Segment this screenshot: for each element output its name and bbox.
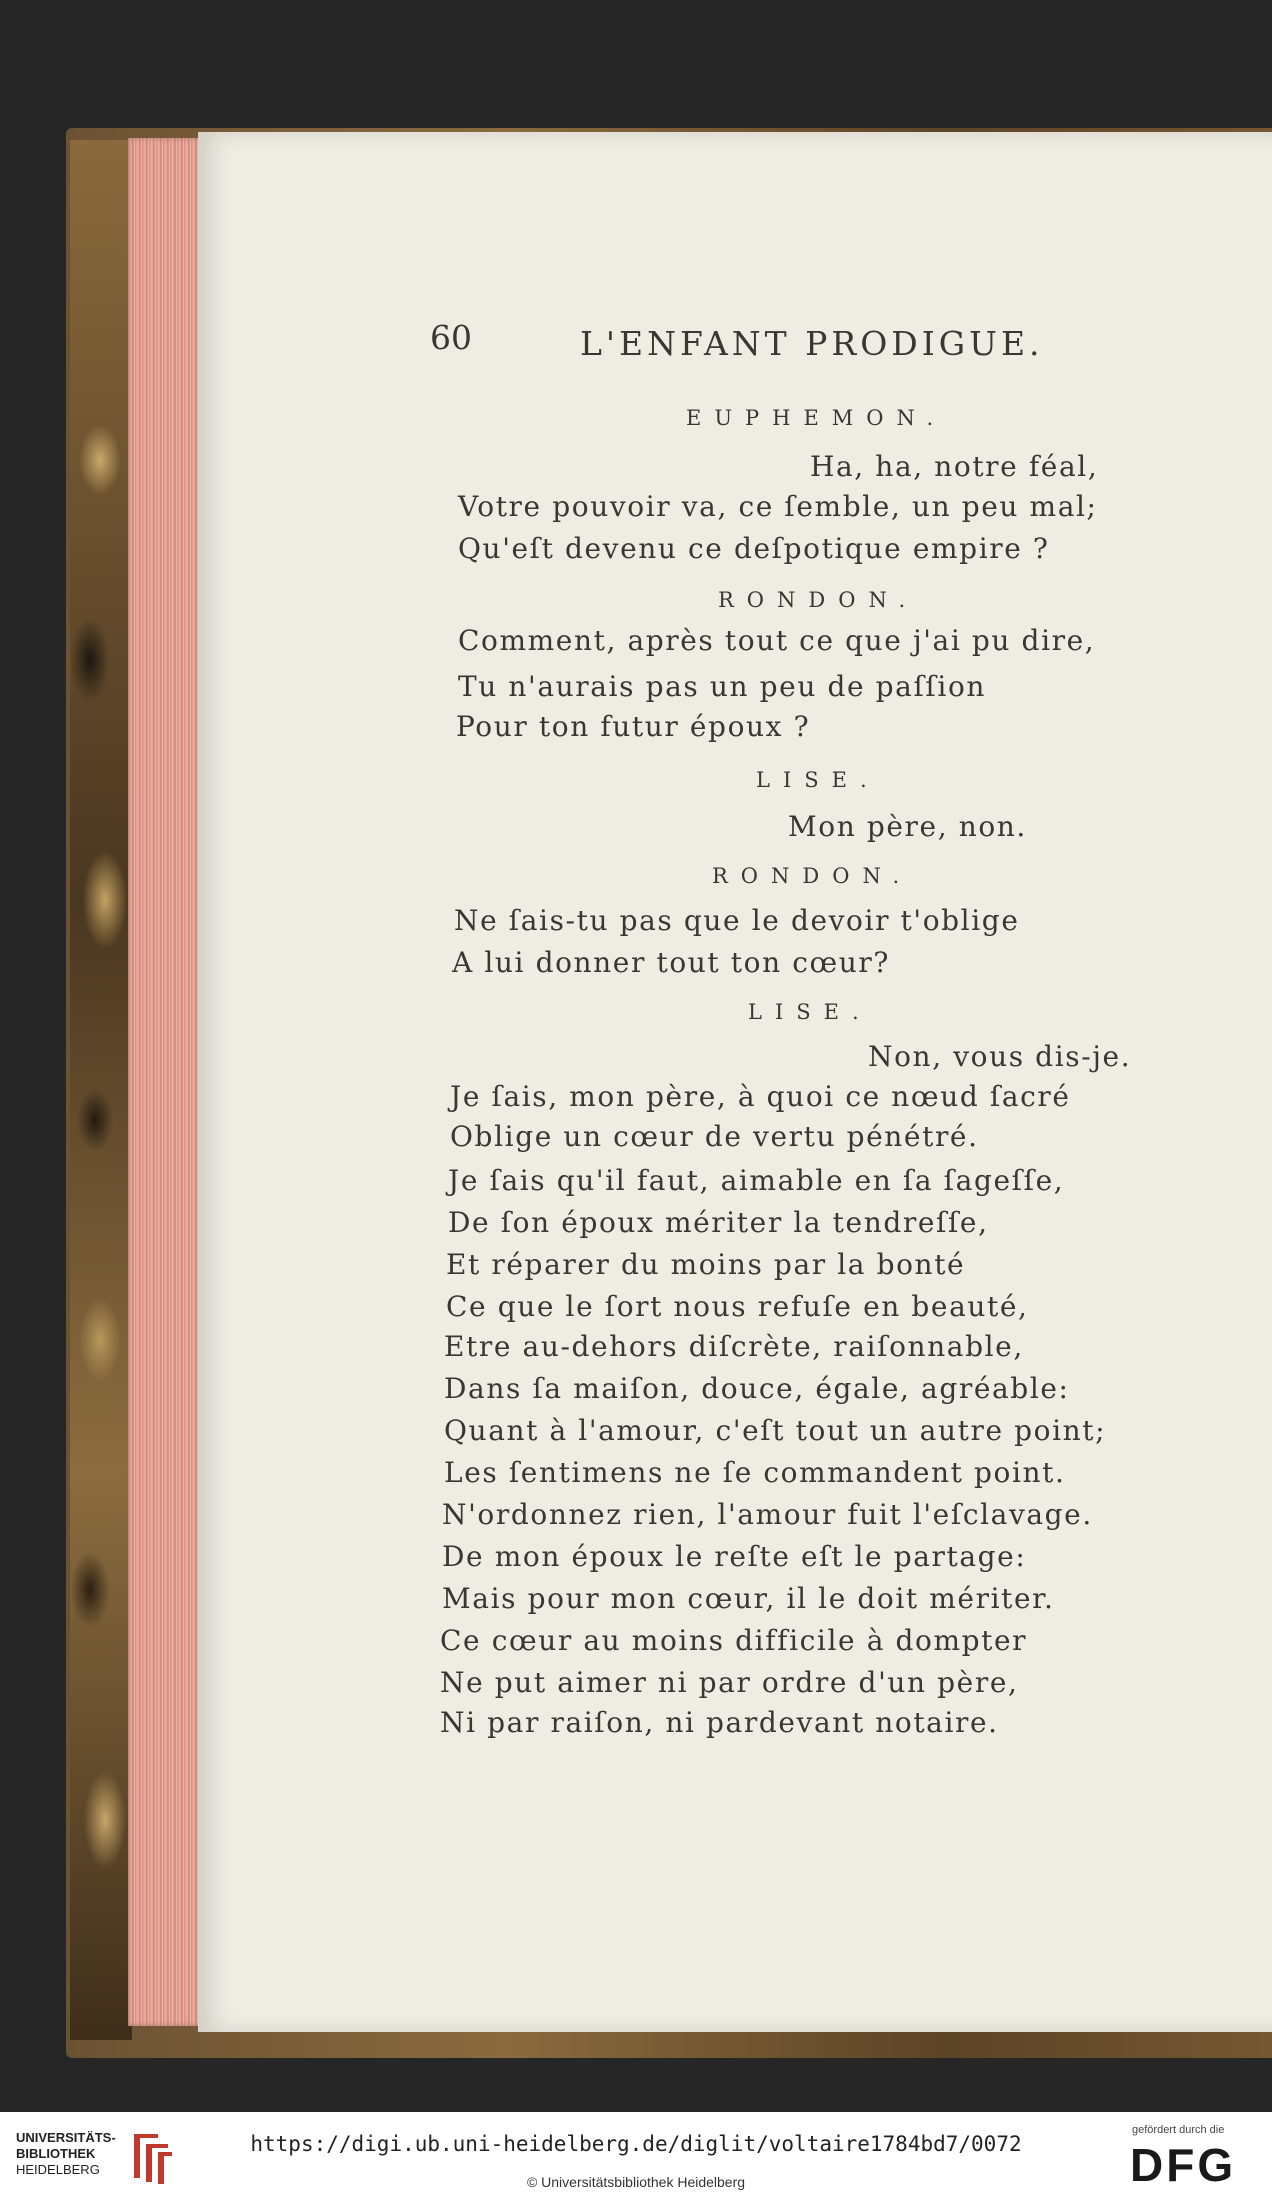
verse-line: Qu'eſt devenu ce deſpotique empire ?: [458, 532, 1050, 565]
verse-line: Pour ton futur époux ?: [456, 710, 811, 743]
verse-line: Mais pour mon cœur, il le doit mériter.: [442, 1582, 1055, 1615]
permalink-url[interactable]: https://digi.ub.uni-heidelberg.de/diglit/voltaire1784bd7/0072: [250, 2132, 1022, 2156]
copyright-notice: © Universitätsbibliothek Heidelberg: [526, 2174, 746, 2190]
verse-line: Ne put aimer ni par ordre d'un père,: [440, 1666, 1019, 1699]
speaker-name: EUPHEMON.: [686, 406, 947, 430]
verse-line: Votre pouvoir va, ce ſemble, un peu mal;: [458, 490, 1098, 523]
verse-line: Oblige un cœur de vertu pénétré.: [450, 1120, 979, 1153]
verse-line: Je ſais, mon père, à quoi ce nœud ſacré: [450, 1080, 1071, 1113]
library-name-line3: HEIDELBERG: [16, 2162, 100, 2177]
funding-note: gefördert durch die: [1132, 2124, 1225, 2136]
verse-line: Mon père, non.: [788, 810, 1027, 843]
page-edges: [128, 138, 202, 2026]
page-number: 60: [430, 318, 472, 357]
running-head: L'ENFANT PRODIGUE.: [580, 324, 1044, 363]
library-name-line1: UNIVERSITÄTS-: [16, 2130, 116, 2145]
verse-line: Je ſais qu'il faut, aimable en ſa ſageſſe,: [448, 1164, 1065, 1197]
verse-line: Ne ſais-tu pas que le devoir t'oblige: [454, 904, 1020, 937]
verse-line: De ſon époux mériter la tendreſſe,: [448, 1206, 989, 1239]
verse-line: Tu n'aurais pas un peu de paſſion: [458, 670, 987, 703]
speaker-name: LISE.: [748, 1000, 872, 1024]
verse-line: Ni par raiſon, ni pardevant notaire.: [440, 1706, 999, 1739]
verse-line: N'ordonnez rien, l'amour fuit l'eſclavage.: [442, 1498, 1093, 1531]
verse-line: Comment, après tout ce que j'ai pu dire,: [458, 624, 1096, 657]
speaker-name: LISE.: [756, 768, 880, 792]
marbled-board: [70, 140, 132, 2040]
verse-line: Etre au-dehors diſcrète, raiſonnable,: [444, 1330, 1024, 1363]
verse-line: Les ſentimens ne ſe commandent point.: [444, 1456, 1066, 1489]
speaker-name: RONDON.: [712, 864, 913, 888]
viewer-footer: [0, 2112, 1272, 2204]
verse-line: Ha, ha, notre féal,: [810, 450, 1099, 483]
verse-line: Quant à l'amour, c'eſt tout un autre point;: [444, 1414, 1107, 1447]
library-name-line2: BIBLIOTHEK: [16, 2146, 96, 2161]
dfg-logo[interactable]: DFG: [1130, 2139, 1237, 2191]
verse-line: Et réparer du moins par la bonté: [446, 1248, 966, 1281]
verse-line: Non, vous dis-je.: [868, 1040, 1132, 1073]
verse-line: Ce cœur au moins difficile à dompter: [440, 1624, 1028, 1657]
verse-line: Ce que le ſort nous refuſe en beauté,: [446, 1290, 1029, 1323]
speaker-name: RONDON.: [718, 588, 919, 612]
verse-line: De mon époux le reſte eſt le partage:: [442, 1540, 1027, 1573]
verse-line: Dans ſa maiſon, douce, égale, agréable:: [444, 1372, 1070, 1405]
verse-line: A lui donner tout ton cœur?: [452, 946, 891, 979]
